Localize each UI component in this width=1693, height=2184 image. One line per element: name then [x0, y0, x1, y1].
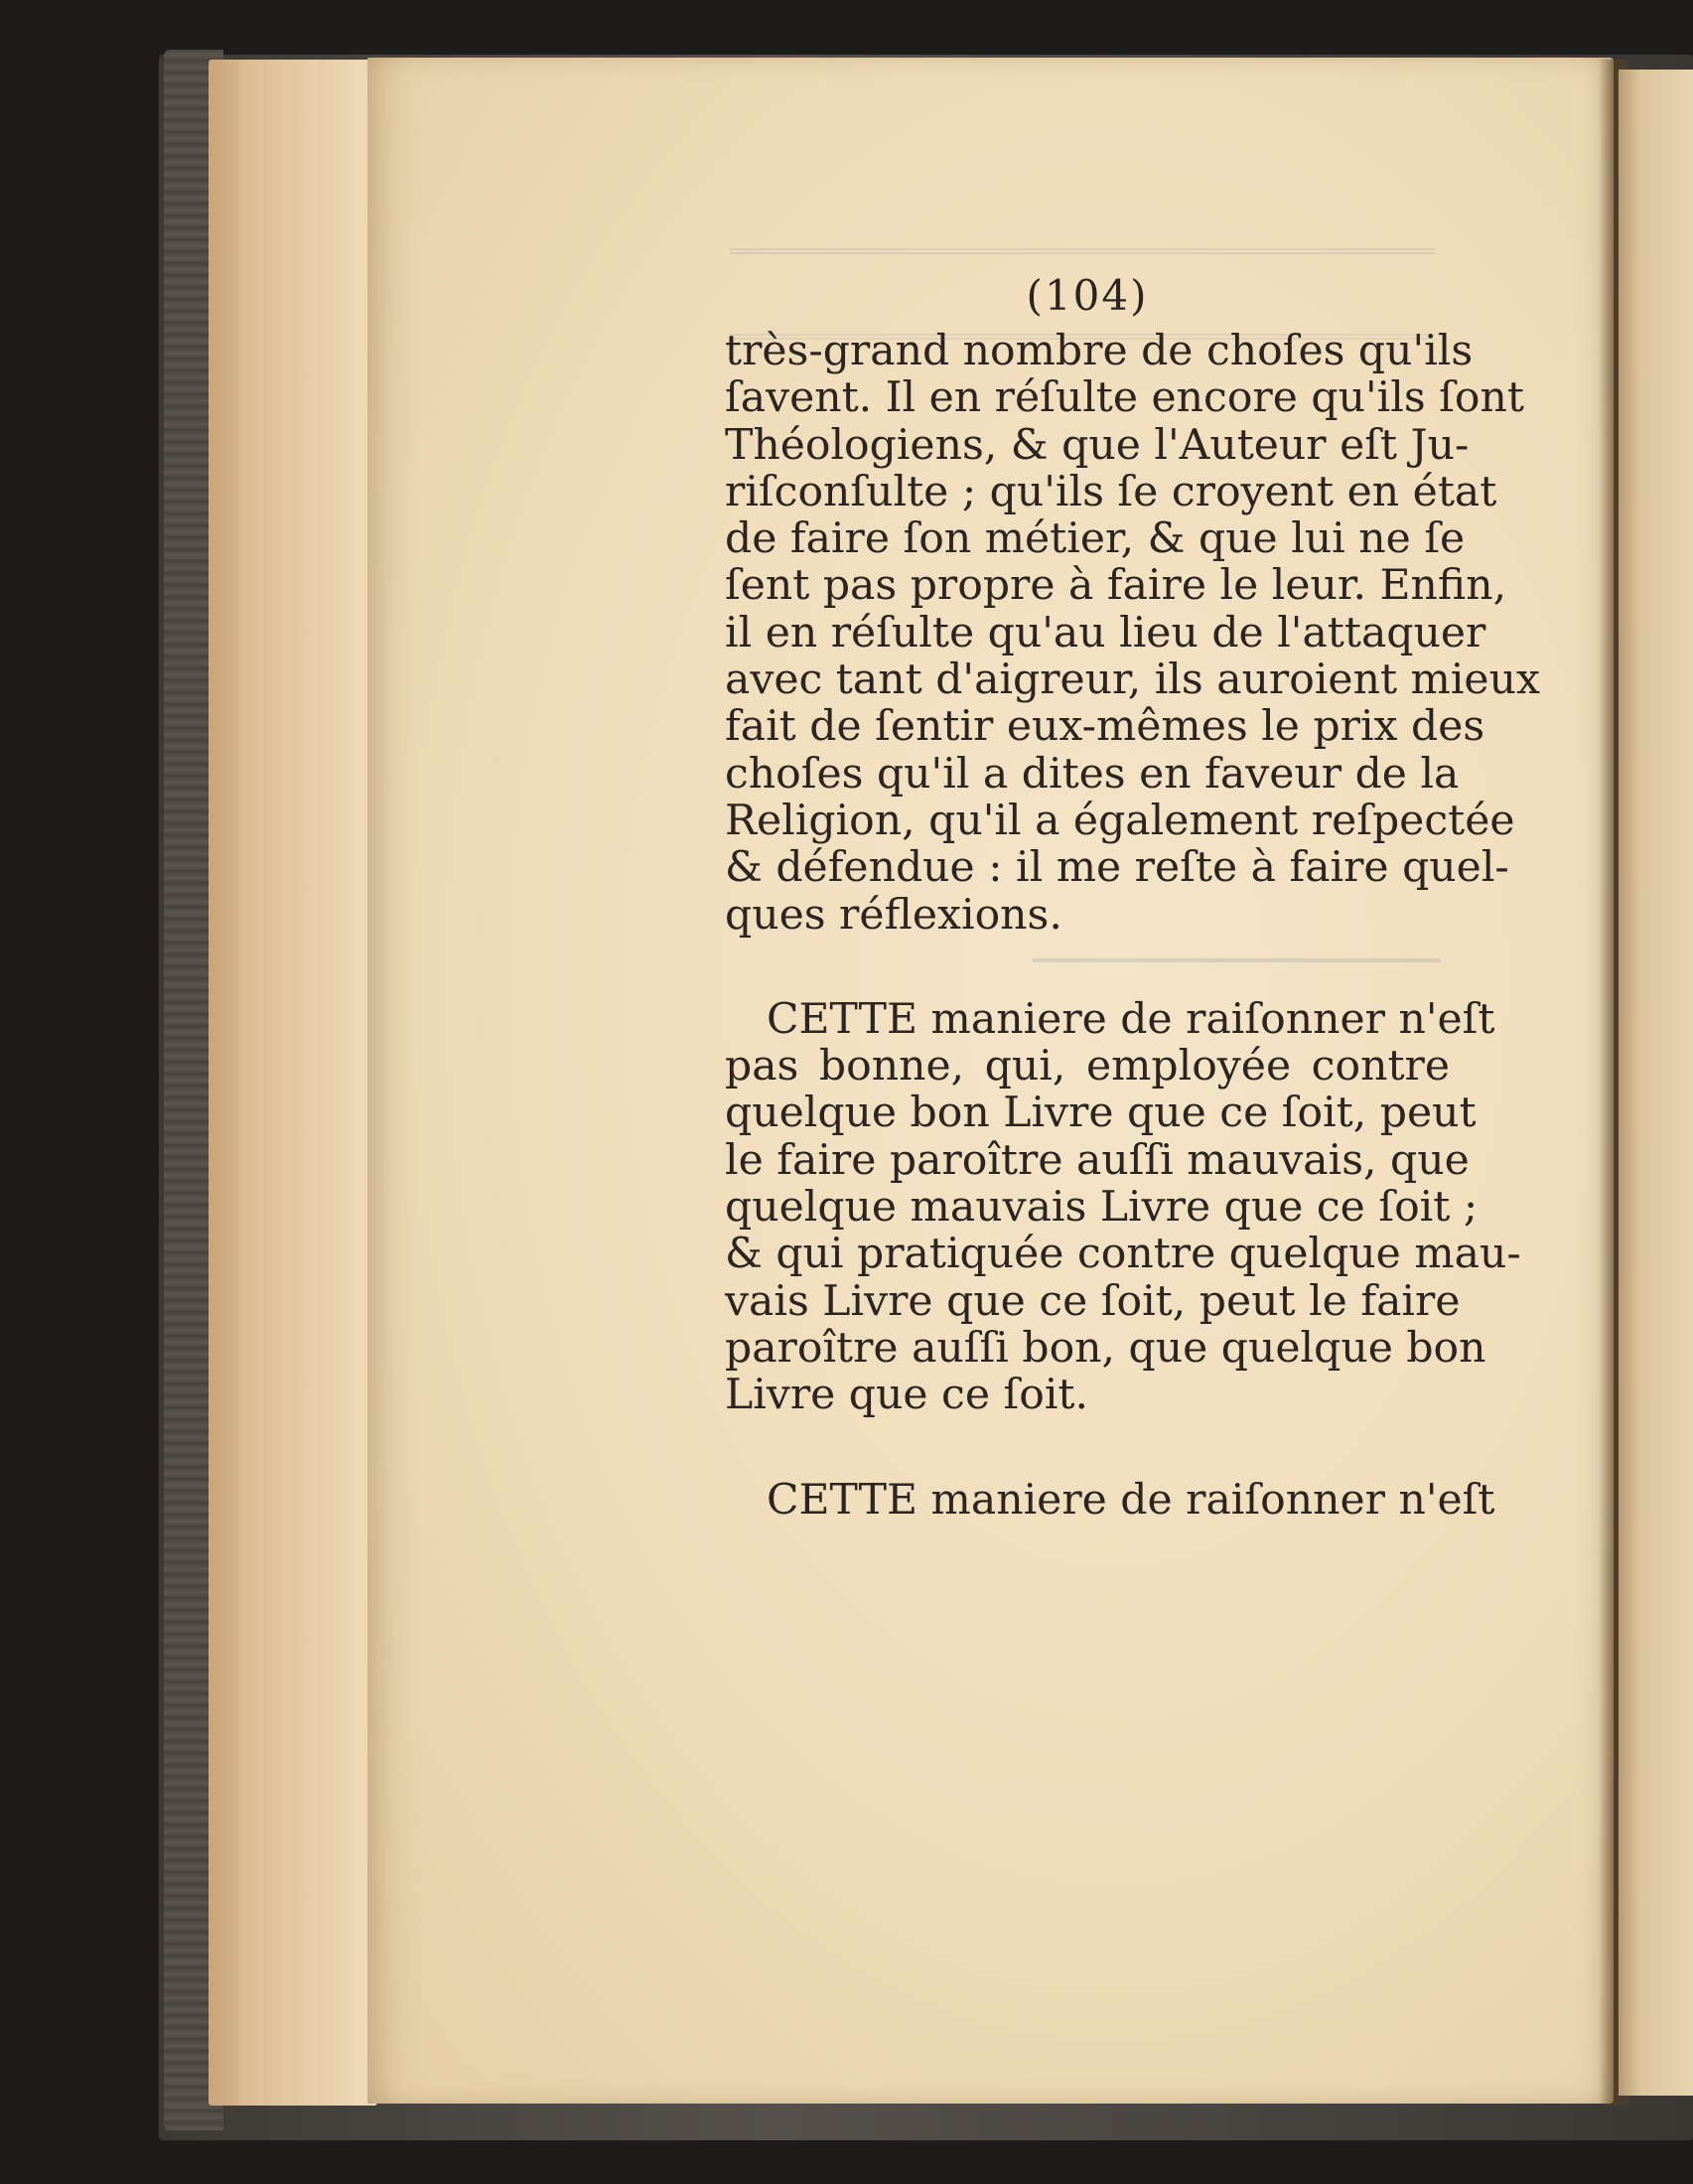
- paragraph-2: [725, 994, 1521, 1420]
- text-line: Théologiens, & que l'Auteur eſt Ju-: [725, 420, 1470, 470]
- facing-page-edge: [1619, 70, 1693, 2096]
- text-line: CETTE maniere de raiſonner n'eſt: [767, 994, 1495, 1044]
- text-line: Religion, qu'il a également reſpectée: [725, 796, 1515, 845]
- text-line: quelque mauvais Livre que ce ſoit ;: [725, 1183, 1479, 1233]
- text-line: le faire paroître auſſi mauvais, que: [725, 1135, 1470, 1185]
- text-line: quelque bon Livre que ce ſoit, peut: [725, 1089, 1477, 1138]
- page-number: (104): [1026, 271, 1149, 320]
- paragraph-1: [725, 327, 1540, 940]
- text-line: vais Livre que ce ſoit, peut le faire: [725, 1276, 1461, 1326]
- text-line: de faire ſon métier, & que lui ne ſe: [725, 514, 1466, 564]
- text-line: pas bonne, qui, employée contre: [725, 1042, 1450, 1092]
- text-line: riſconſulte ; qu'ils ſe croyent en état: [725, 467, 1497, 516]
- text-line: fait de ſentir eux-mêmes le prix des: [725, 702, 1485, 752]
- text-line: avec tant d'aigreur, ils auroient mieux: [725, 655, 1540, 705]
- text-line: paroître auſſi bon, que quelque bon: [725, 1323, 1486, 1373]
- text-line: Livre que ce ſoit.: [725, 1371, 1089, 1420]
- paragraph-3: [725, 1475, 1495, 1525]
- text-line: très-grand nombre de choſes qu'ils: [725, 327, 1474, 375]
- text-line: ques réflexions.: [725, 890, 1062, 940]
- text-line: & défendue : il me reſte à faire quel-: [725, 843, 1509, 893]
- page-text-block: [725, 266, 1540, 1525]
- text-line: ſavent. Il en réſulte encore qu'ils ſont: [725, 373, 1524, 423]
- text-line: & qui pratiquée contre quelque mau-: [725, 1230, 1521, 1279]
- text-line: ſent pas propre à faire le leur. Enfin,: [725, 561, 1507, 611]
- text-line: CETTE maniere de raiſonner n'eſt: [767, 1475, 1495, 1525]
- text-line: choſes qu'il a dites en faveur de la: [725, 749, 1460, 799]
- text-line: il en réſulte qu'au lieu de l'attaquer: [725, 608, 1486, 657]
